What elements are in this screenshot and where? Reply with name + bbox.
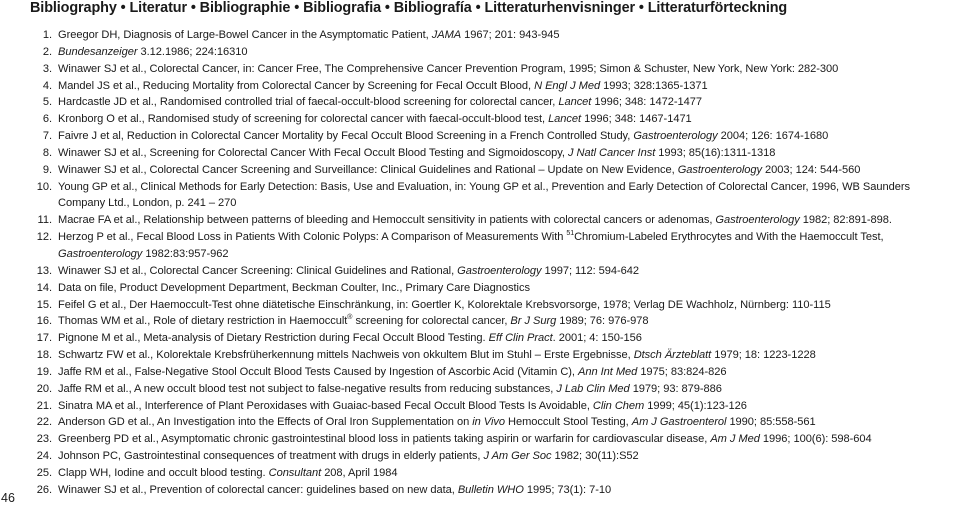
citation-source: J Am Ger Soc (483, 450, 552, 463)
citation-source: N Engl J Med (534, 79, 601, 92)
citation-text: Johnson PC, Gastrointestinal consequences of treatment with drugs in elderly patients, (58, 450, 484, 463)
reference-number: 19. (36, 365, 52, 378)
reference-item (0, 179, 959, 213)
citation-text: Hemoccult Stool Testing, (504, 416, 632, 429)
page-number: 46 (1, 491, 15, 505)
citation-source: JAMA (431, 29, 462, 41)
reference-item (0, 431, 959, 448)
citation-text: Thomas WM et al., Role of dietary restriction in Haemoccult (58, 315, 348, 328)
citation-text: 1996; 348: 1467-1471 (581, 113, 692, 126)
citation-source: Gastroenterology (677, 163, 763, 176)
citation-text: Winawer SJ et al., Colorectal Cancer, in: Cancer Free, The Comprehensive Cancer Prevention Program, 1995; Simon & Schuster, New York, New York: 282-300 (58, 62, 839, 75)
reference-text (58, 80, 708, 92)
reference-number: 7. (42, 130, 52, 143)
citation-text: Kronborg O et al., Randomised study of screening for colorectal cancer with faecal-occult-blood test, (58, 113, 549, 126)
citation-text: Winawer SJ et al., Prevention of colorectal cancer: guidelines based on new data, (58, 483, 458, 496)
reference-text (58, 282, 530, 294)
citation-source: Bundesanzeiger (58, 45, 138, 58)
citation-text: 1997; 112: 594-642 (541, 264, 640, 277)
reference-number: 22. (36, 416, 52, 429)
reference-text (58, 164, 860, 176)
citation-text: Jaffe RM et al., False-Negative Stool Occult Blood Tests Caused by Ingestion of Ascorbic Acid (Vitamin C), (58, 365, 578, 378)
citation-text: 1990; 85:558-561 (726, 416, 816, 429)
reference-item (0, 128, 959, 145)
citation-text: 3.12.1986; 224:16310 (137, 45, 248, 58)
superscript: ® (347, 314, 353, 322)
citation-text: screening for colorectal cancer, (352, 315, 511, 328)
reference-item (0, 263, 959, 280)
citation-text: Jaffe RM et al., A new occult blood test not subject to false-negative results from reducing substances, (58, 382, 557, 395)
citation-text: Pignone M et al., Meta-analysis of Dietary Restriction during Fecal Occult Blood Testing. (58, 332, 489, 345)
reference-text (58, 450, 639, 462)
reference-number: 15. (36, 298, 52, 311)
citation-text: Clapp WH, Iodine and occult blood testing. (58, 466, 269, 479)
reference-text (58, 96, 702, 108)
reference-number: 6. (42, 113, 52, 126)
citation-text: Mandel JS et al., Reducing Mortality from Colorectal Cancer by Screening for Fecal Occult Blood, (58, 79, 535, 92)
citation-text: 1982:83:957-962 (142, 247, 229, 260)
reference-number: 23. (36, 433, 52, 446)
citation-text: Faivre J et al, Reduction in Colorectal Cancer Mortality by Fecal Occult Blood Screening in a French Controlled Study, (58, 130, 634, 143)
reference-item (0, 61, 959, 78)
citation-source: Bulletin WHO (457, 483, 524, 496)
citation-text: Macrae FA et al., Relationship between patterns of bleeding and Hemoccult sensitivity in patients with colorectal cancers or adenomas, (58, 214, 716, 227)
citation-source: Lancet (558, 96, 592, 109)
citation-text: 1989; 76: 976-978 (556, 315, 649, 328)
reference-number: 13. (36, 264, 52, 277)
citation-text: Winawer SJ et al., Colorectal Cancer Screening and Surveillance: Clinical Guidelines and Rational – Update on New Evidence, (58, 163, 678, 176)
citation-text: 1982; 82:891-898. (799, 214, 892, 227)
reference-item (0, 162, 959, 179)
citation-text: 1993; 328:1365-1371 (600, 79, 708, 92)
reference-item (0, 297, 959, 314)
reference-number: 17. (36, 332, 52, 345)
citation-source: Gastroenterology (58, 247, 143, 260)
citation-source: in Vivo (472, 416, 505, 429)
citation-text: . 2001; 4: 150-156 (552, 332, 642, 345)
citation-text: 2003; 124: 544-560 (762, 163, 861, 176)
reference-item (0, 280, 959, 297)
reference-text (58, 214, 892, 226)
citation-text: 1967; 201: 943-945 (461, 29, 560, 41)
reference-text (58, 400, 747, 412)
citation-text: Sinatra MA et al., Interference of Plant Peroxidases with Guaiac-based Fecal Occult Blood Tests Is Avoidable, (58, 399, 593, 412)
reference-item (0, 229, 959, 263)
citation-text: 2004; 126: 1674-1680 (717, 130, 829, 143)
reference-item (0, 27, 959, 44)
citation-source: J Natl Cancer Inst (567, 146, 656, 159)
reference-number: 9. (42, 163, 52, 176)
reference-number: 5. (42, 96, 52, 109)
reference-text (58, 29, 559, 41)
citation-source: Gastroenterology (633, 130, 718, 143)
reference-number: 4. (42, 79, 52, 92)
reference-item (0, 313, 959, 330)
reference-number: 10. (36, 180, 52, 193)
reference-item (0, 78, 959, 95)
reference-text (58, 130, 828, 142)
citation-source: Eff Clin Pract (488, 332, 553, 345)
reference-text (58, 147, 775, 159)
reference-number: 24. (36, 450, 52, 463)
reference-text (58, 416, 816, 428)
reference-text (58, 231, 884, 260)
citation-source: Am J Med (710, 433, 760, 446)
reference-text (58, 181, 910, 210)
citation-text: Schwartz FW et al., Kolorektale Krebsfrüherkennung mittels Nachweis von okkultem Blut im Stuhl – Erste Ergebnisse, (58, 349, 634, 362)
reference-text (58, 366, 727, 378)
reference-item (0, 111, 959, 128)
reference-list (0, 27, 959, 499)
reference-text (58, 383, 722, 395)
reference-item (0, 347, 959, 364)
reference-item (0, 482, 959, 499)
citation-text: Data on file, Product Development Department, Beckman Coulter, Inc., Primary Care Diagnostics (58, 281, 530, 294)
citation-text: Greenberg PD et al., Asymptomatic chronic gastrointestinal blood loss in patients taking aspirin or warfarin for cardiovascular disease, (58, 433, 711, 446)
citation-source: Gastroenterology (457, 264, 542, 277)
citation-text: 1979; 93: 879-886 (629, 382, 722, 395)
citation-source: Lancet (548, 113, 582, 126)
reference-number: 8. (42, 146, 52, 159)
citation-text: Feifel G et al., Der Haemoccult-Test ohne diätetische Einschränkung, in: Goertler K, Kolorektale Krebsvorsorge, 1978; Verlag DE Wachholz, Nürnberg: 110-115 (58, 298, 831, 311)
citation-text: 1996; 348: 1472-1477 (591, 96, 702, 109)
reference-item (0, 381, 959, 398)
citation-text: 1979; 18: 1223-1228 (711, 349, 816, 362)
reference-text (58, 349, 816, 361)
citation-source: Ann Int Med (578, 365, 638, 378)
citation-source: Clin Chem (592, 399, 645, 412)
citation-source: Am J Gastroenterol (631, 416, 727, 429)
reference-text (58, 63, 838, 75)
reference-item (0, 465, 959, 482)
citation-text: Winawer SJ et al., Screening for Colorectal Cancer With Fecal Occult Blood Testing and Sigmoidoscopy, (58, 146, 568, 159)
citation-text: Young GP et al., Clinical Methods for Early Detection: Basis, Use and Evaluation, in: Young GP et al., Prevention and Early Detection of Colorectal Cancer, 1996, WB Saunders Company Ltd., London, p. 241 – 270 (58, 180, 911, 210)
citation-source: Dtsch Ärzteblatt (633, 349, 712, 362)
reference-number: 12. (36, 231, 52, 244)
reference-item (0, 398, 959, 415)
reference-text (58, 433, 872, 445)
reference-text (58, 467, 397, 479)
citation-text: Hardcastle JD et al., Randomised controlled trial of faecal-occult-blood screening for colorectal cancer, (58, 96, 559, 109)
citation-source: Consultant (268, 466, 322, 479)
citation-text: Greegor DH, Diagnosis of Large-Bowel Cancer in the Asymptomatic Patient, (58, 29, 432, 41)
citation-text: 1999; 45(1):123-126 (644, 399, 747, 412)
reference-number: 26. (36, 483, 52, 496)
reference-item (0, 330, 959, 347)
reference-number: 16. (36, 315, 52, 328)
reference-item (0, 364, 959, 381)
reference-item (0, 145, 959, 162)
reference-text (58, 315, 648, 327)
reference-item (0, 212, 959, 229)
reference-item (0, 94, 959, 111)
citation-text: 1996; 100(6): 598-604 (759, 433, 872, 446)
superscript: 51 (566, 230, 575, 238)
reference-item (0, 44, 959, 61)
reference-item (0, 448, 959, 465)
reference-text (58, 332, 642, 344)
citation-text: 1975; 83:824-826 (637, 365, 727, 378)
reference-number: 2. (42, 45, 52, 58)
page-title: Bibliography • Literatur • Bibliographie • Bibliografia • Bibliografía • Litteraturhenvisninger • Litteraturförteckning (30, 0, 788, 16)
reference-number: 11. (37, 214, 52, 227)
reference-text (58, 299, 831, 311)
citation-text: Herzog P et al., Fecal Blood Loss in Patients With Colonic Polyps: A Comparison of Measurements With (58, 231, 567, 244)
reference-number: 1. (42, 29, 52, 41)
citation-source: Br J Surg (510, 315, 557, 328)
reference-text (58, 484, 611, 496)
citation-text: Anderson GD et al., An Investigation into the Effects of Oral Iron Supplementation on (58, 416, 473, 429)
reference-number: 18. (36, 349, 52, 362)
reference-number: 25. (36, 466, 52, 479)
reference-number: 3. (42, 62, 52, 75)
citation-text: Winawer SJ et al., Colorectal Cancer Screening: Clinical Guidelines and Rational, (58, 264, 458, 277)
reference-text (58, 265, 639, 277)
citation-text: 1993; 85(16):1311-1318 (655, 146, 776, 159)
citation-text: 1995; 73(1): 7-10 (523, 483, 612, 496)
reference-number: 21. (36, 399, 52, 412)
reference-number: 14. (36, 281, 52, 294)
reference-text (58, 46, 247, 58)
citation-text: 208, April 1984 (321, 466, 398, 479)
reference-number: 20. (36, 382, 52, 395)
citation-source: Gastroenterology (715, 214, 800, 227)
citation-source: J Lab Clin Med (556, 382, 630, 395)
reference-text (58, 113, 692, 125)
citation-text: 1982; 30(11):S52 (551, 450, 639, 463)
reference-item (0, 414, 959, 431)
citation-text: Chromium-Labeled Erythrocytes and With the Haemoccult Test, (574, 231, 884, 244)
